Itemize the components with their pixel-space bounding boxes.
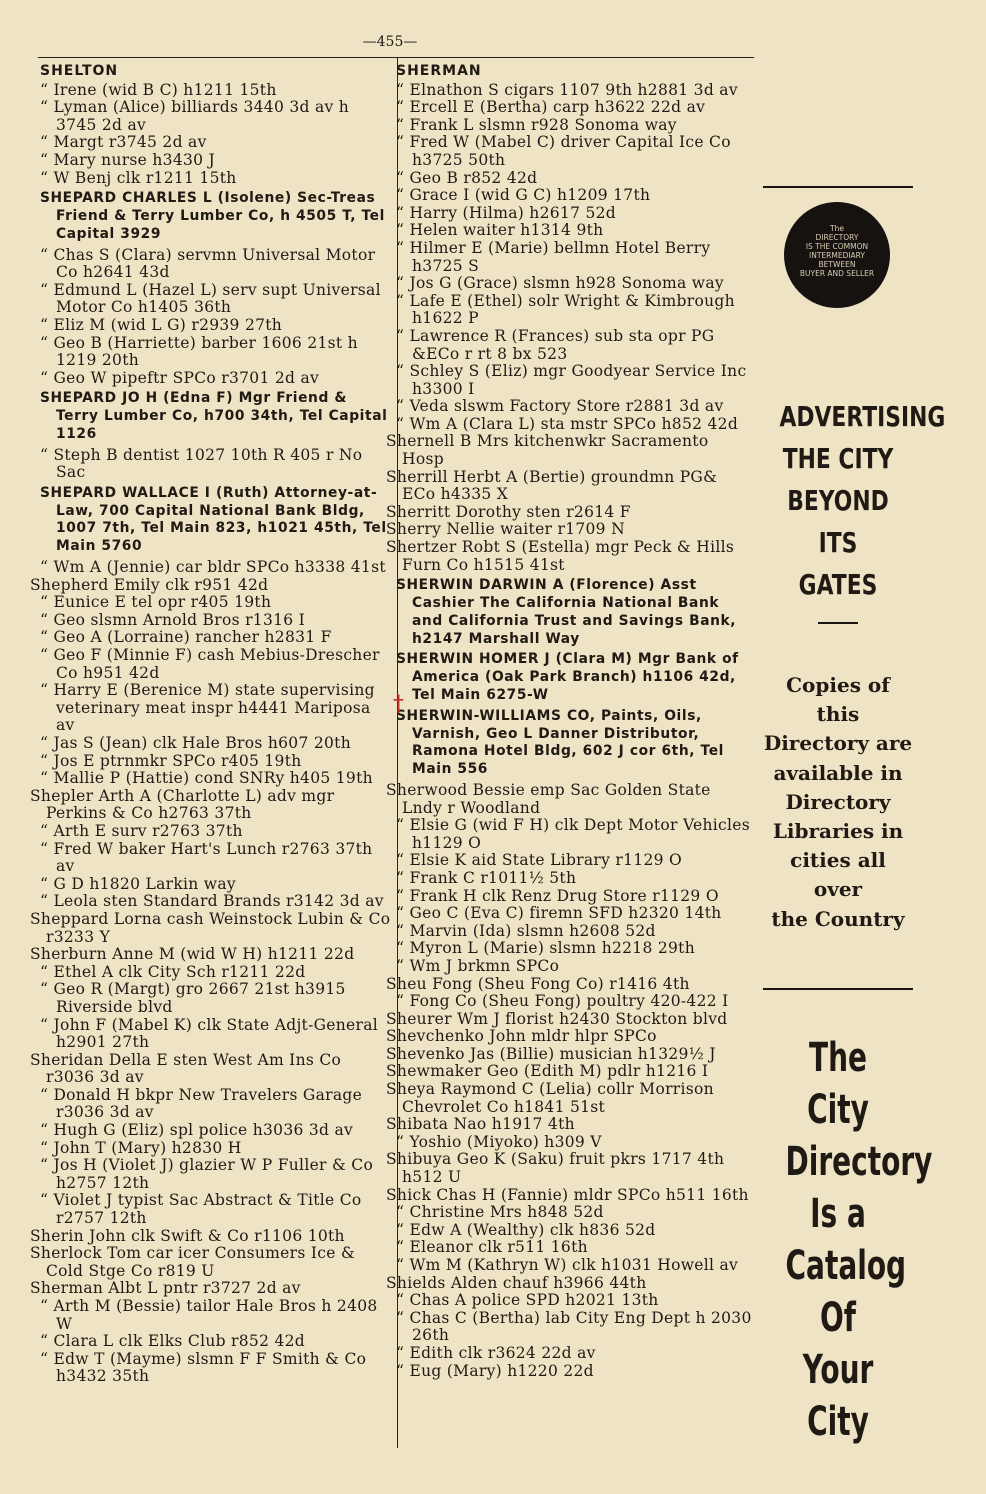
- directory-entry: “ Myron L (Marie) slsmn h2218 29th: [396, 939, 695, 958]
- directory-entry: “ Helen waiter h1314 9th: [396, 221, 604, 240]
- seal-text-line: IS THE COMMON: [805, 242, 869, 251]
- directory-entry: Sherin John clk Swift & Co r1106 10th: [30, 1226, 345, 1245]
- directory-entry: “ Eleanor clk r511 16th: [396, 1238, 588, 1257]
- directory-entry: “ John F (Mabel K) clk State Adjt-General h2901 27th: [40, 1015, 379, 1052]
- catalog-line: Is a: [810, 1191, 866, 1237]
- directory-entry: Shewmaker Geo (Edith M) pdlr h1216 I: [386, 1062, 709, 1081]
- directory-entry: “ Hugh G (Eliz) spl police h3036 3d av: [40, 1121, 354, 1140]
- headline-line: ADVERTISING: [779, 400, 946, 433]
- directory-entry: Shevchenko John mldr hlpr SPCo: [386, 1027, 657, 1046]
- directory-seal: [784, 202, 890, 308]
- directory-entry: “ Geo W pipeftr SPCo r3701 2d av: [40, 368, 320, 387]
- directory-entry: “ Jas S (Jean) clk Hale Bros h607 20th: [40, 734, 351, 752]
- directory-entry: “ Harry (Hilma) h2617 52d: [396, 203, 617, 222]
- page-number: —455—: [362, 34, 418, 50]
- directory-entry: “ Fred W baker Hart's Lunch r2763 37th av: [40, 839, 373, 876]
- seal-text-line: The: [830, 224, 844, 233]
- directory-entry: “ Hilmer E (Marie) bellmn Hotel Berry h3725 S: [396, 238, 711, 275]
- directory-entry: “ Frank L slsmn r928 Sonoma way: [396, 115, 677, 134]
- directory-entry: “ Elnathon S cigars 1107 9th h2881 3d av: [396, 80, 738, 99]
- surname-heading: SHELTON: [40, 63, 119, 79]
- ad-copies-text: [763, 671, 913, 934]
- directory-entry: Sherry Nellie waiter r1709 N: [386, 520, 625, 539]
- directory-entry: “ Ethel A clk City Sch r1211 22d: [40, 962, 306, 981]
- directory-entry: “ Arth E surv r2763 37th: [40, 821, 243, 840]
- directory-entry: “ Wm A (Clara L) sta mstr SPCo h852 42d: [396, 414, 739, 433]
- headline-line: BEYOND: [787, 484, 889, 517]
- directory-entry: “ Arth M (Bessie) tailor Hale Bros h 2408 W: [40, 1297, 378, 1333]
- directory-entry: “ Schley S (Eliz) mgr Goodyear Service Inc h3300 I: [396, 362, 747, 398]
- copies-line: cities all: [790, 848, 886, 873]
- directory-entry: “ Steph B dentist 1027 10th R 405 r No Sac: [40, 445, 363, 482]
- handwritten-check-mark: †: [393, 692, 404, 717]
- directory-entry: “ Geo B r852 42d: [396, 168, 538, 187]
- directory-entry: “ Geo R (Margt) gro 2667 21st h3915 Riverside blvd: [40, 980, 346, 1016]
- directory-entry: Sherlock Tom car icer Consumers Ice & Cold Stge Co r819 U: [30, 1244, 356, 1280]
- directory-entry: Shibata Nao h1917 4th: [386, 1115, 575, 1134]
- directory-entry: “ Elsie K aid State Library r1129 O: [396, 851, 683, 870]
- directory-entry: “ Lawrence R (Frances) sub sta opr PG &ECo r rt 8 bx 523: [396, 326, 715, 363]
- directory-entry: “ Eug (Mary) h1220 22d: [396, 1361, 594, 1380]
- directory-entry: “ Jos G (Grace) slsmn h928 Sonoma way: [396, 274, 724, 293]
- catalog-line: Directory: [785, 1139, 933, 1185]
- seal-text-line: BETWEEN: [818, 260, 856, 269]
- directory-entry: “ Violet J typist Sac Abstract & Title Co r2757 12th: [40, 1191, 362, 1228]
- header-rule: [38, 57, 754, 58]
- directory-entry: “ Edith clk r3624 22d av: [396, 1343, 596, 1362]
- directory-entry: “ Veda slswm Factory Store r2881 3d av: [396, 397, 724, 416]
- directory-entry: “ Wm A (Jennie) car bldr SPCo h3338 41st: [40, 558, 386, 577]
- headline-line: THE CITY: [782, 442, 894, 475]
- directory-entry: “ Eunice E tel opr r405 19th: [40, 593, 272, 612]
- surname-heading: SHERMAN: [396, 63, 482, 79]
- directory-entry: “ Clara L clk Elks Club r852 42d: [40, 1332, 306, 1351]
- directory-entry: “ Edw A (Wealthy) clk h836 52d: [396, 1220, 656, 1239]
- directory-entry: Sheridan Della E sten West Am Ins Co r3036 3d av: [30, 1050, 342, 1087]
- headline-line: ITS GATES: [798, 526, 878, 601]
- directory-entry: Sherman Albt L pntr r3727 2d av: [30, 1279, 301, 1298]
- directory-entry: Sherburn Anne M (wid W H) h1211 22d: [30, 945, 355, 964]
- directory-entry: “ W Benj clk r1211 15th: [40, 168, 237, 187]
- directory-entry: “ Mary nurse h3430 J: [40, 150, 216, 169]
- directory-entry: Shepler Arth A (Charlotte L) adv mgr Perkins & Co h2763 37th: [30, 786, 335, 823]
- middle-column: [386, 62, 754, 1380]
- directory-entry: “ Elsie G (wid F H) clk Dept Motor Vehicles h1129 O: [396, 816, 751, 852]
- directory-entry: “ Frank H clk Renz Drug Store r1129 O: [396, 886, 719, 905]
- copies-line: Directory: [785, 789, 891, 814]
- directory-entry: “ Harry E (Berenice M) state supervising veterinary meat inspr h4441 Mariposa av: [40, 681, 375, 735]
- ad-top-rule: [763, 186, 913, 188]
- left-column: [30, 62, 392, 1386]
- copies-line: Copies of: [786, 673, 890, 697]
- directory-entry: Sherwood Bessie emp Sac Golden State Lndy r Woodland: [386, 780, 711, 817]
- directory-entry: Sheurer Wm J florist h2430 Stockton blvd: [386, 1009, 728, 1028]
- directory-entry: “ Christine Mrs h848 52d: [396, 1203, 604, 1222]
- directory-entry: “ G D h1820 Larkin way: [40, 874, 236, 893]
- catalog-line: Your City: [802, 1347, 874, 1445]
- directory-entry: “ Irene (wid B C) h1211 15th: [40, 80, 277, 99]
- directory-entry: SHERWIN-WILLIAMS CO, Paints, Oils, Varnish, Geo L Danner Distributor, Ramona Hotel Bldg, 602 J cor 6th, Tel Main 556: [396, 707, 725, 778]
- seal-text-line: INTERMEDIARY: [809, 251, 865, 260]
- directory-entry: “ Geo A (Lorraine) rancher h2831 F: [40, 628, 332, 647]
- directory-entry: “ Chas S (Clara) servmn Universal Motor Co h2641 43d: [40, 245, 376, 282]
- copies-line: Libraries in: [772, 819, 904, 844]
- ad-mid-rule: [763, 988, 913, 990]
- directory-entry: Shick Chas H (Fannie) mldr SPCo h511 16th: [386, 1185, 749, 1204]
- directory-entry: “ Eliz M (wid L G) r2939 27th: [40, 315, 283, 334]
- directory-entry: Sherritt Dorothy sten r2614 F: [386, 502, 631, 521]
- ad-headline: [779, 396, 946, 606]
- copies-line: available in: [773, 760, 903, 785]
- directory-entry: SHEPARD WALLACE I (Ruth) Attorney-at-Law, 700 Capital National Bank Bldg, 1007 7th, Tel Main 823, h1021 45th, Tel Main 5760: [40, 484, 387, 555]
- directory-entry: Shepherd Emily clk r951 42d: [30, 575, 269, 594]
- directory-entry: SHEPARD JO H (Edna F) Mgr Friend & Terry Lumber Co, h700 34th, Tel Capital 1126: [40, 390, 388, 442]
- directory-entry: SHERWIN DARWIN A (Florence) Asst Cashier The California National Bank and California Trust and Savings Bank, h2147 Marshall Way: [396, 577, 737, 647]
- directory-entry: “ Edw T (Mayme) slsmn F F Smith & Co h3432 35th: [40, 1349, 367, 1386]
- directory-entry: “ Lyman (Alice) billiards 3440 3d av h 3745 2d av: [40, 98, 350, 134]
- directory-entry: “ Margt r3745 2d av: [40, 133, 207, 152]
- directory-entry: “ Grace I (wid G C) h1209 17th: [396, 186, 651, 205]
- directory-entry: “ Fred W (Mabel C) driver Capital Ice Co h3725 50th: [396, 133, 731, 169]
- directory-entry: SHEPARD CHARLES L (Isolene) Sec-Treas Friend & Terry Lumber Co, h 4505 T, Tel Capital 3929: [40, 190, 385, 242]
- directory-entry: “ Geo B (Harriette) barber 1606 21st h 1219 20th: [40, 333, 358, 370]
- directory-entry: Shevenko Jas (Billie) musician h1329½ J: [386, 1044, 716, 1063]
- directory-entry: Sherrill Herbt A (Bertie) groundmn PG& ECo h4335 X: [386, 467, 718, 504]
- seal-text-line: BUYER AND SELLER: [799, 269, 875, 278]
- advertisement-panel: [763, 186, 946, 1445]
- directory-entry: “ Lafe E (Ethel) solr Wright & Kimbrough h1622 P: [396, 291, 735, 328]
- directory-entry: “ Wm J brkmn SPCo: [396, 956, 560, 975]
- ad-dash: [818, 622, 858, 624]
- directory-entry: Sheu Fong (Sheu Fong Co) r1416 4th: [386, 974, 690, 993]
- directory-entry: “ Yoshio (Miyoko) h309 V: [396, 1132, 602, 1151]
- catalog-line: The City: [807, 1035, 869, 1133]
- directory-entry: Shernell B Mrs kitchenwkr Sacramento Hosp: [386, 432, 709, 469]
- directory-entry: “ Fong Co (Sheu Fong) poultry 420-422 I: [396, 992, 729, 1011]
- directory-entry: “ Geo C (Eva C) firemn SFD h2320 14th: [396, 904, 722, 923]
- directory-entry: “ Marvin (Ida) slsmn h2608 52d: [396, 921, 656, 940]
- directory-entry: Shertzer Robt S (Estella) mgr Peck & Hills Furn Co h1515 41st: [386, 538, 735, 574]
- directory-entry: “ Edmund L (Hazel L) serv supt Universal Motor Co h1405 36th: [40, 280, 381, 317]
- seal-text-line: DIRECTORY: [815, 233, 859, 242]
- copies-line: over: [813, 877, 863, 902]
- directory-entry: “ Chas C (Bertha) lab City Eng Dept h 2030 26th: [396, 1308, 752, 1345]
- directory-entry: “ Frank C r1011½ 5th: [396, 868, 577, 887]
- directory-entry: “ Wm M (Kathryn W) clk h1031 Howell av: [396, 1256, 739, 1275]
- directory-entry: “ Ercell E (Bertha) carp h3622 22d av: [396, 98, 706, 117]
- directory-entry: Shields Alden chauf h3966 44th: [386, 1273, 647, 1292]
- copies-line: Directory are: [763, 731, 913, 756]
- directory-entry: “ Jos E ptrnmkr SPCo r405 19th: [40, 751, 302, 770]
- copies-line: the Country: [771, 906, 905, 931]
- directory-entry: “ Donald H bkpr New Travelers Garage r3036 3d av: [40, 1085, 363, 1122]
- directory-entry: “ Geo slsmn Arnold Bros r1316 I: [40, 610, 306, 629]
- directory-entry: “ Jos H (Violet J) glazier W P Fuller & Co h2757 12th: [40, 1156, 374, 1192]
- directory-entry: “ Mallie P (Hattie) cond SNRy h405 19th: [40, 769, 373, 788]
- directory-entry: “ Geo F (Minnie F) cash Mebius-Drescher Co h951 42d: [40, 646, 380, 682]
- catalog-line: Catalog Of: [785, 1243, 907, 1341]
- directory-entry: “ Leola sten Standard Brands r3142 3d av: [40, 892, 384, 911]
- ad-catalog-text: [785, 1032, 933, 1448]
- directory-entry: “ Chas A police SPD h2021 13th: [396, 1291, 659, 1310]
- copies-line: this: [816, 702, 860, 727]
- directory-entry: SHERWIN HOMER J (Clara M) Mgr Bank of America (Oak Park Branch) h1106 42d, Tel Main 6275-W: [396, 651, 739, 703]
- directory-entry: Sheppard Lorna cash Weinstock Lubin & Co r3233 Y: [30, 909, 391, 946]
- directory-entry: “ John T (Mary) h2830 H: [40, 1138, 242, 1157]
- directory-entry: Sheya Raymond C (Lelia) collr Morrison Chevrolet Co h1841 51st: [386, 1080, 714, 1116]
- directory-entry: Shibuya Geo K (Saku) fruit pkrs 1717 4th h512 U: [386, 1150, 725, 1187]
